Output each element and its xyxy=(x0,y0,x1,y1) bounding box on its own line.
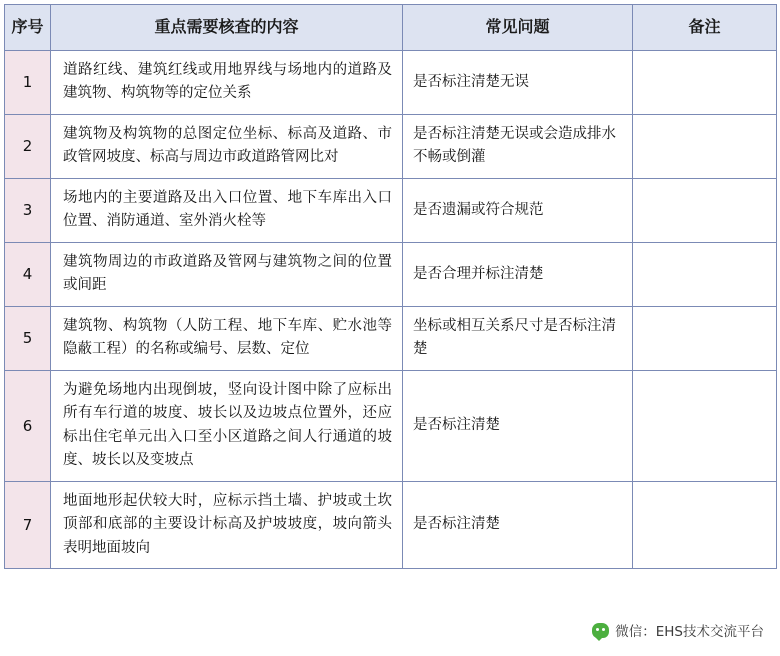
cell-content: 场地内的主要道路及出入口位置、地下车库出入口位置、消防通道、室外消火栓等 xyxy=(51,178,403,242)
wechat-icon xyxy=(592,623,609,638)
cell-content: 建筑物及构筑物的总图定位坐标、标高及道路、市政管网坡度、标高与周边市政道路管网比对 xyxy=(51,114,403,178)
table-header-row xyxy=(5,5,777,51)
table-row xyxy=(5,178,777,242)
header-problem: 常见问题 xyxy=(403,5,633,51)
table-body xyxy=(5,51,777,569)
review-checklist-table xyxy=(4,4,777,569)
cell-seq: 7 xyxy=(5,481,51,568)
table-row xyxy=(5,306,777,370)
cell-content: 建筑物、构筑物（人防工程、地下车库、贮水池等隐蔽工程）的名称或编号、层数、定位 xyxy=(51,306,403,370)
cell-problem: 是否遗漏或符合规范 xyxy=(403,178,633,242)
cell-remark xyxy=(633,242,777,306)
cell-seq: 5 xyxy=(5,306,51,370)
table-row xyxy=(5,242,777,306)
table-row xyxy=(5,51,777,115)
cell-content: 建筑物周边的市政道路及管网与建筑物之间的位置或间距 xyxy=(51,242,403,306)
watermark xyxy=(588,618,768,642)
cell-problem: 是否标注清楚 xyxy=(403,370,633,481)
cell-seq: 4 xyxy=(5,242,51,306)
cell-content: 道路红线、建筑红线或用地界线与场地内的道路及建筑物、构筑物等的定位关系 xyxy=(51,51,403,115)
cell-problem: 是否标注清楚 xyxy=(403,481,633,568)
table-header xyxy=(5,5,777,51)
cell-seq: 3 xyxy=(5,178,51,242)
table-row xyxy=(5,370,777,481)
watermark-text: 微信：EHS技术交流平台 xyxy=(615,624,764,640)
header-content: 重点需要核查的内容 xyxy=(51,5,403,51)
table-row xyxy=(5,481,777,568)
cell-remark xyxy=(633,306,777,370)
cell-problem: 是否合理并标注清楚 xyxy=(403,242,633,306)
document-page xyxy=(0,4,780,656)
cell-content: 地面地形起伏较大时，应标示挡土墙、护坡或土坎顶部和底部的主要设计标高及护坡坡度，坡向箭头表明地面坡向 xyxy=(51,481,403,568)
header-remark: 备注 xyxy=(633,5,777,51)
header-seq: 序号 xyxy=(5,5,51,51)
cell-remark xyxy=(633,178,777,242)
cell-remark xyxy=(633,481,777,568)
cell-remark xyxy=(633,370,777,481)
cell-remark xyxy=(633,114,777,178)
cell-remark xyxy=(633,51,777,115)
cell-content: 为避免场地内出现倒坡，竖向设计图中除了应标出所有车行道的坡度、坡长以及边坡点位置外，还应标出住宅单元出入口至小区道路之间人行通道的坡度、坡长以及变坡点 xyxy=(51,370,403,481)
cell-problem: 是否标注清楚无误 xyxy=(403,51,633,115)
cell-seq: 2 xyxy=(5,114,51,178)
cell-seq: 1 xyxy=(5,51,51,115)
table-row xyxy=(5,114,777,178)
cell-problem: 是否标注清楚无误或会造成排水不畅或倒灌 xyxy=(403,114,633,178)
cell-seq: 6 xyxy=(5,370,51,481)
cell-problem: 坐标或相互关系尺寸是否标注清楚 xyxy=(403,306,633,370)
